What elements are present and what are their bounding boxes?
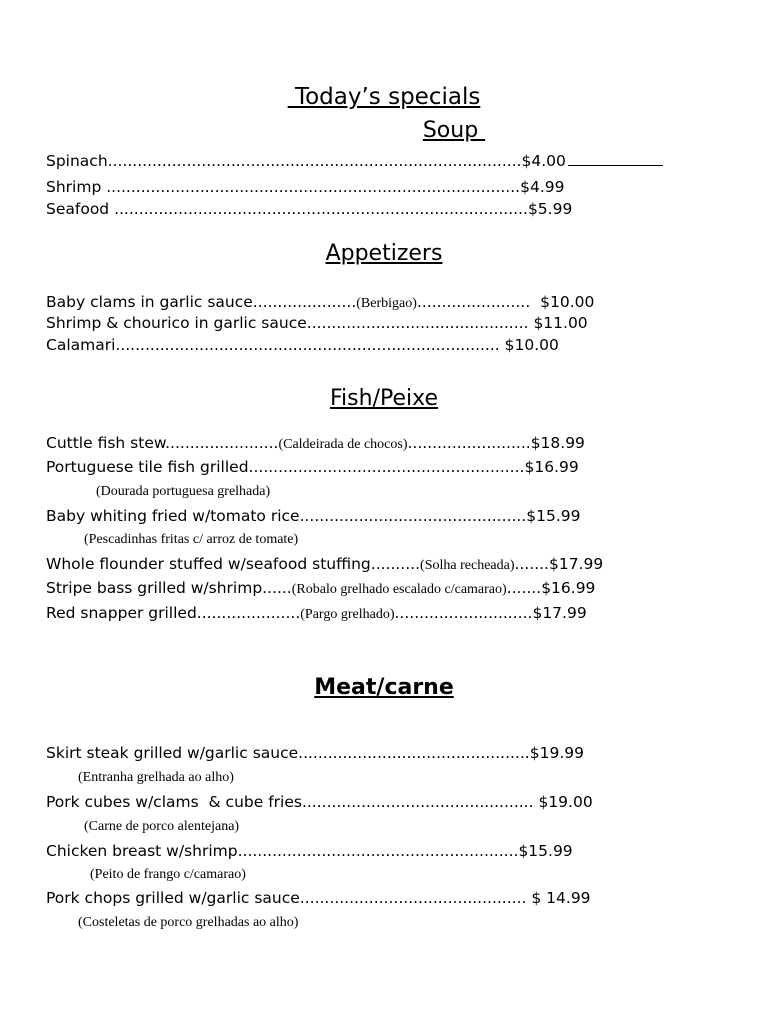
item-name: Baby whiting fried w/tomato rice (46, 507, 300, 525)
dot-leader: .............................................................................. (115, 336, 505, 354)
menu-item-chicken-breast (46, 841, 573, 861)
item-name: Portuguese tile fish grilled (46, 458, 249, 476)
appetizers-heading: Appetizers (325, 241, 443, 266)
item-price: $10.00 (540, 293, 595, 311)
item-price: $17.99 (532, 604, 587, 622)
item-name: Cuttle fish stew (46, 434, 166, 452)
item-name: Pork chops grilled w/garlic sauce (46, 889, 300, 907)
portuguese-name: (Berbigao) (356, 296, 417, 311)
menu-item-shrimp-soup (46, 177, 564, 197)
item-name: Spinach (46, 152, 108, 170)
portuguese-subtitle: (Carne de porco alentejana) (84, 819, 240, 834)
dot-leader: .................................................................................... (107, 152, 522, 170)
menu-item-baby-whiting (46, 506, 580, 526)
dot-leader: ..................... (252, 293, 357, 311)
portuguese-name: (Solha recheada) (420, 558, 515, 573)
item-name: Calamari (46, 336, 116, 354)
item-name: Shrimp & chourico in garlic sauce (46, 314, 307, 332)
item-price: $18.99 (530, 434, 585, 452)
menu-item-spinach (46, 151, 663, 171)
item-price: $19.00 (538, 793, 593, 811)
dot-leader: ......................................................... (237, 842, 519, 860)
portuguese-subtitle: (Peito de frango c/camarao) (90, 867, 246, 882)
menu-item-baby-clams (46, 292, 594, 314)
dot-leader: ........................................................ (248, 458, 525, 476)
dot-leader: .......... (370, 555, 421, 573)
item-price: $4.99 (520, 178, 565, 196)
menu-item-cuttle-fish (46, 433, 585, 455)
dot-leader: ............................................... (298, 744, 530, 762)
menu-item-calamari (46, 335, 559, 355)
portuguese-subtitle: (Entranha grelhada ao alho) (78, 770, 234, 785)
meat-heading: Meat/carne (314, 675, 454, 700)
item-price: $17.99 (549, 555, 604, 573)
dot-leader: ....................... (416, 293, 541, 311)
menu-item-skirt-steak (46, 743, 584, 763)
item-name: Skirt steak grilled w/garlic sauce (46, 744, 299, 762)
item-price: $10.00 (504, 336, 559, 354)
dot-leader: ............................................... (301, 793, 539, 811)
item-name: Chicken breast w/shrimp (46, 842, 238, 860)
dot-leader: .............................................. (299, 889, 532, 907)
underline-rule (568, 151, 663, 166)
item-name: Stripe bass grilled w/shrimp (46, 579, 263, 597)
dot-leader: ......................... (407, 434, 531, 452)
dot-leader: ....... (506, 579, 542, 597)
dot-leader: .............................................. (299, 507, 527, 525)
item-price: $4.00 (521, 152, 566, 170)
menu-item-pork-cubes (46, 792, 593, 812)
dot-leader: ............................ (394, 604, 533, 622)
portuguese-subtitle: (Costeletas de porco grelhadas ao alho) (78, 915, 299, 930)
item-price: $19.99 (529, 744, 584, 762)
dot-leader: ....... (514, 555, 549, 573)
portuguese-name: (Caldeirada de chocos) (278, 437, 408, 452)
portuguese-name: (Pargo grelhado) (300, 607, 395, 622)
item-price: $15.99 (518, 842, 573, 860)
fish-heading: Fish/Peixe (330, 386, 438, 411)
portuguese-subtitle: (Pescadinhas fritas c/ arroz de tomate) (84, 532, 299, 547)
menu-item-shrimp-chourico (46, 313, 588, 333)
dot-leader: ....................... (165, 434, 279, 452)
dot-leader: ............................................. (306, 314, 534, 332)
item-name: Seafood (46, 200, 115, 218)
item-price: $16.99 (524, 458, 579, 476)
item-name: Shrimp (46, 178, 107, 196)
item-price: $5.99 (527, 200, 573, 218)
item-name: Whole flounder stuffed w/seafood stuffing (46, 555, 371, 573)
portuguese-name: (Robalo grelhado escalado c/camarao) (291, 582, 507, 597)
page-title: Today’s specials (287, 84, 481, 110)
portuguese-subtitle: (Dourada portuguesa grelhada) (96, 484, 271, 499)
item-name: Baby clams in garlic sauce (46, 293, 253, 311)
menu-item-stripe-bass (46, 578, 595, 600)
menu-item-seafood (46, 199, 572, 219)
dot-leader: ...... (262, 579, 292, 597)
item-price: $15.99 (526, 507, 581, 525)
item-price: $16.99 (541, 579, 596, 597)
soup-heading: Soup (422, 118, 486, 143)
dot-leader: .................................................................................... (106, 178, 521, 196)
menu-item-red-snapper (46, 603, 587, 625)
dot-leader: ..................... (196, 604, 301, 622)
item-name: Pork cubes w/clams & cube fries (46, 793, 302, 811)
item-price: $ 14.99 (531, 889, 591, 907)
item-price: $11.00 (533, 314, 588, 332)
item-name: Red snapper grilled (46, 604, 197, 622)
menu-item-flounder (46, 554, 603, 576)
menu-item-tile-fish (46, 457, 579, 477)
dot-leader: .................................................................................... (114, 200, 528, 218)
menu-item-pork-chops (46, 888, 591, 908)
